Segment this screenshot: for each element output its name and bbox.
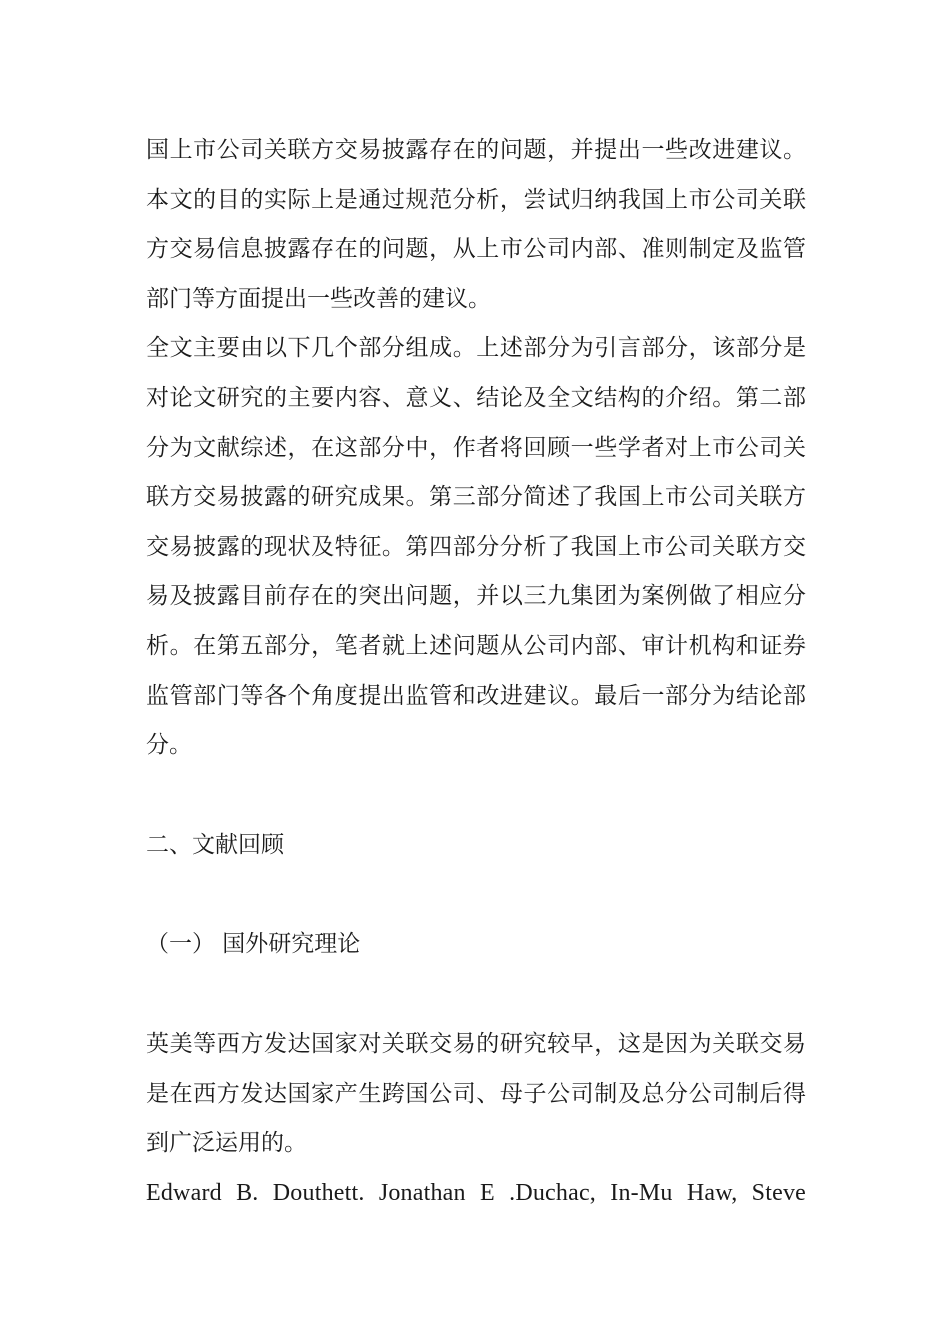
authors-line: Edward B. Douthett. Jonathan E .Duchac, In-Mu Haw, Steve (146, 1179, 806, 1206)
intro-paragraph-continued: 国上市公司关联方交易披露存在的问题，并提出一些改进建议。本文的目的实际上是通过规范分析，尝试归纳我国上市公司关联方交易信息披露存在的问题，从上市公司内部、准则制定及监管部门等方面提出一些改善的建议。 (146, 137, 806, 312)
body-paragraph: 英美等西方发达国家对关联交易的研究较早，这是因为关联交易是在西方发达国家产生跨国公司、母子公司制及总分公司制后得到广泛运用的。 (146, 1030, 806, 1157)
subsection-heading: （一） 国外研究理论 (146, 931, 361, 958)
spacer (146, 870, 806, 920)
document-page (146, 126, 806, 1218)
spacer (146, 771, 806, 821)
section-heading: 二、文献回顾 (146, 831, 284, 858)
spacer (146, 970, 806, 1020)
structure-paragraph: 全文主要由以下几个部分组成。上述部分为引言部分，该部分是对论文研究的主要内容、意义、结论及全文结构的介绍。第二部分为文献综述，在这部分中，作者将回顾一些学者对上市公司关联方交易披露的研究成果。第三部分简述了我国上市公司关联方交易披露的现状及特征。第四部分分析了我国上市公司关联方交易及披露目前存在的突出问题，并以三九集团为案例做了相应分析。在第五部分，笔者就上述问题从公司内部、审计机构和证券监管部门等各个角度提出监管和改进建议。最后一部分为结论部分。 (146, 335, 806, 759)
